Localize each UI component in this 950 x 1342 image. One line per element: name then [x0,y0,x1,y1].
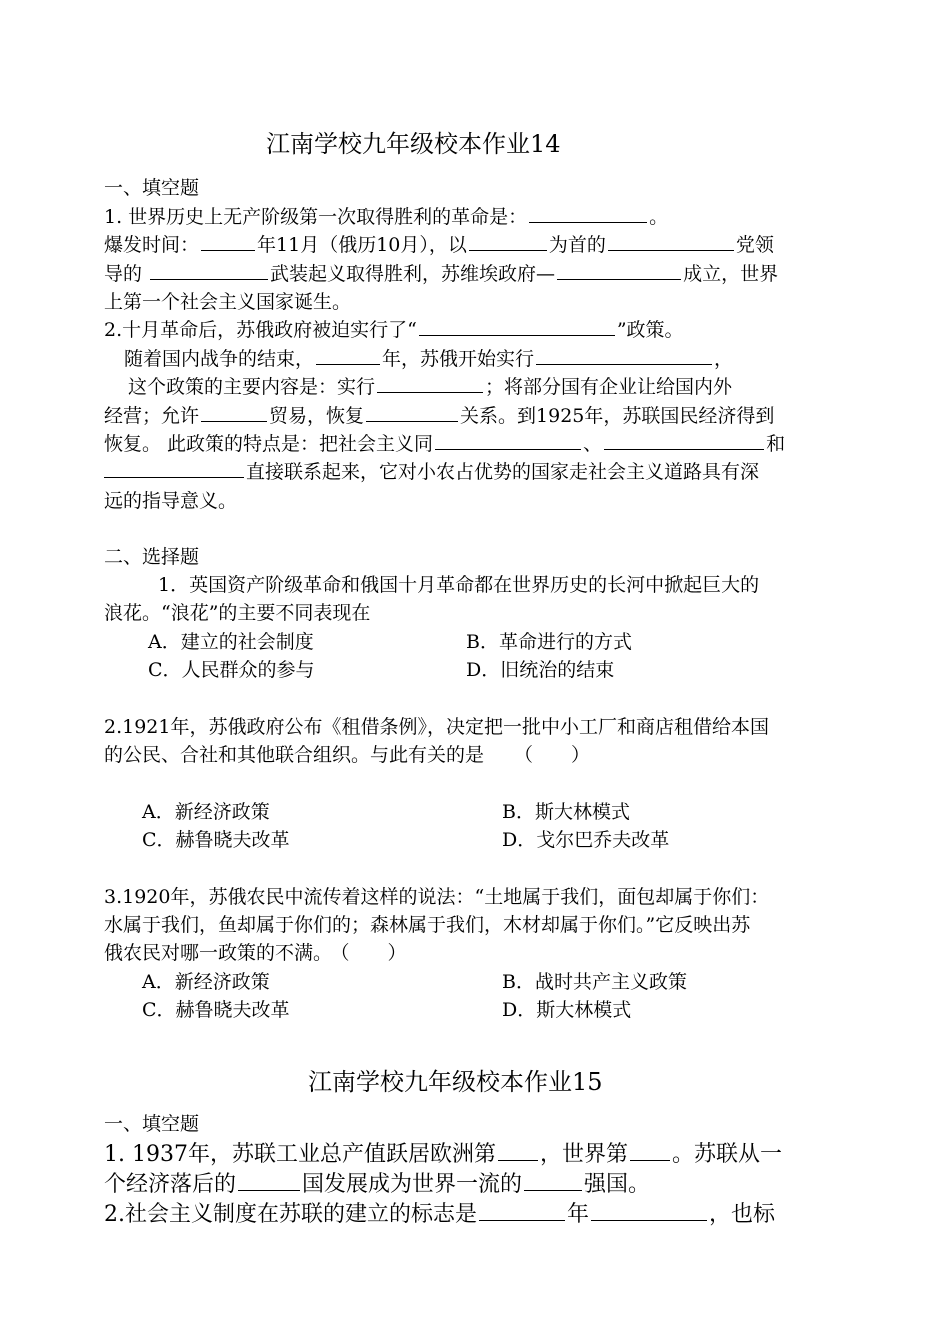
answer-blank[interactable] [435,431,581,450]
mc3-text: 俄农民对哪一政策的不满。 [104,942,333,964]
hw15-q2-text: ，也标 [709,1202,776,1227]
mc2-option-a[interactable]: A．新经济政策 [142,801,270,823]
hw15-q2-text: 年 [567,1202,590,1227]
answer-blank[interactable] [150,261,268,280]
hw15-q1-text: 个经济落后的 [104,1172,237,1197]
answer-blank[interactable] [524,1168,582,1191]
answer-blank[interactable] [608,232,734,251]
section-fill-blank-15: 一、填空题 [104,1113,200,1135]
page-title-14: 江南学校九年级校本作业14 [266,130,561,158]
mc3-option-b[interactable]: B．战时共产主义政策 [502,971,687,993]
mc2-text: 的公民、合社和其他联合组织。与此有关的是 [104,744,485,766]
hw15-q2-line-1 [104,1198,775,1231]
q2-line-3 [128,373,732,401]
answer-paren[interactable]: （ ） [514,744,591,766]
hw15-q2-text: 2.社会主义制度在苏联的建立的标志是 [104,1202,477,1227]
q2-text: ；将部分国有企业让给国内外 [485,376,733,398]
mc1-option-d[interactable]: D．旧统治的结束 [466,659,615,681]
q1-line-4: 上第一个社会主义国家诞生。 [104,291,352,313]
mc1-stem-1: 1．英国资产阶级革命和俄国十月革命都在世界历史的长河中掀起巨大的 [158,574,760,596]
mc3-option-a[interactable]: A．新经济政策 [142,971,270,993]
q2-text: 恢复。 此政策的特点是：把社会主义同 [104,433,434,455]
q2-text: 随着国内战争的结束， [124,348,315,370]
answer-blank[interactable] [591,1198,707,1221]
q1-text: 导的 [104,263,149,285]
mc1-option-b[interactable]: B．革命进行的方式 [466,631,632,653]
answer-blank[interactable] [419,317,615,336]
q1-text: 年11月（俄历10月），以 [257,234,467,256]
q1-line-3 [104,260,778,288]
mc1-option-a[interactable]: A．建立的社会制度 [148,631,314,653]
q2-line-6 [104,458,759,486]
q1-end: 。 [649,206,669,228]
answer-blank[interactable] [498,1138,538,1161]
answer-blank[interactable] [377,374,483,393]
hw15-q1-text: 1. 1937年，苏联工业总产值跃居欧洲第 [104,1142,496,1167]
answer-paren[interactable]: （ ） [340,942,407,964]
answer-blank[interactable] [238,1168,300,1191]
q2-text: 年，苏俄开始实行 [382,348,535,370]
hw15-q1-text: ，世界第 [539,1142,628,1167]
answer-blank[interactable] [536,346,712,365]
page-title-15: 江南学校九年级校本作业15 [308,1068,603,1096]
answer-blank[interactable] [316,346,380,365]
answer-blank[interactable] [557,261,681,280]
q1-text: 成立，世界 [683,263,779,285]
mc3-stem-1: 3.1920年，苏俄农民中流传着这样的说法：“土地属于我们，面包却属于你们： [104,886,770,908]
mc2-option-d[interactable]: D．戈尔巴乔夫改革 [502,829,670,851]
q1-text: 党领 [735,234,774,256]
q2-text: ， [714,348,734,370]
q2-line-2 [124,345,733,373]
q1-text: 爆发时间： [104,234,200,256]
hw15-q1-line-1 [104,1138,782,1171]
q1-text: 为首的 [548,234,606,256]
section-fill-blank-14: 一、填空题 [104,177,200,199]
q1-line-1 [104,203,668,231]
q2-text: 直接联系起来，它对小农占优势的国家走社会主义道路具有深 [246,461,760,483]
answer-blank[interactable] [479,1198,565,1221]
q1-line-2 [104,231,774,259]
answer-blank[interactable] [604,431,764,450]
answer-blank[interactable] [469,232,547,251]
hw15-q1-text: 。苏联从一 [672,1142,783,1167]
q2-text: ”政策。 [616,319,684,341]
q2-text: 2.十月革命后，苏俄政府被迫实行了“ [104,319,417,341]
answer-blank[interactable] [201,403,267,422]
q2-text: 贸易，恢复 [269,405,365,427]
mc1-stem-2: 浪花。“浪花”的主要不同表现在 [104,602,371,624]
q2-line-7: 远的指导意义。 [104,490,238,512]
q2-text: 关系。到1925年，苏联国民经济得到 [460,405,775,427]
mc2-stem-1: 2.1921年，苏俄政府公布《租借条例》，决定把一批中小工厂和商店租借给本国 [104,716,769,738]
hw15-q1-text: 国发展成为世界一流的 [302,1172,523,1197]
mc1-option-c[interactable]: C．人民群众的参与 [148,659,315,681]
q1-text: 武装起义取得胜利，苏维埃政府— [270,263,556,285]
q2-line-1 [104,316,684,344]
q2-text: 经营；允许 [104,405,200,427]
q2-line-4 [104,402,774,430]
q1-text: 1. 世界历史上无产阶级第一次取得胜利的革命是： [104,206,528,228]
answer-blank[interactable] [366,403,458,422]
mc3-option-c[interactable]: C．赫鲁晓夫改革 [142,999,290,1021]
answer-blank[interactable] [630,1138,670,1161]
answer-blank[interactable] [104,459,244,478]
answer-blank[interactable] [529,204,647,223]
q2-text: 这个政策的主要内容是：实行 [128,376,376,398]
mc2-option-b[interactable]: B．斯大林模式 [502,801,630,823]
mc2-stem-2 [104,741,590,769]
hw15-q1-text: 强国。 [584,1172,651,1197]
answer-blank[interactable] [201,232,255,251]
section-multiple-choice-14: 二、选择题 [104,546,200,568]
q2-line-5 [104,430,785,458]
mc3-stem-2: 水属于我们，鱼却属于你们的；森林属于我们，木材却属于你们。”它反映出苏 [104,914,751,936]
mc3-stem-3 [104,939,407,967]
q2-text: 、 [583,433,603,455]
mc2-option-c[interactable]: C．赫鲁晓夫改革 [142,829,290,851]
hw15-q1-line-2 [104,1168,650,1201]
mc3-option-d[interactable]: D．斯大林模式 [502,999,632,1021]
q2-text: 和 [766,433,786,455]
